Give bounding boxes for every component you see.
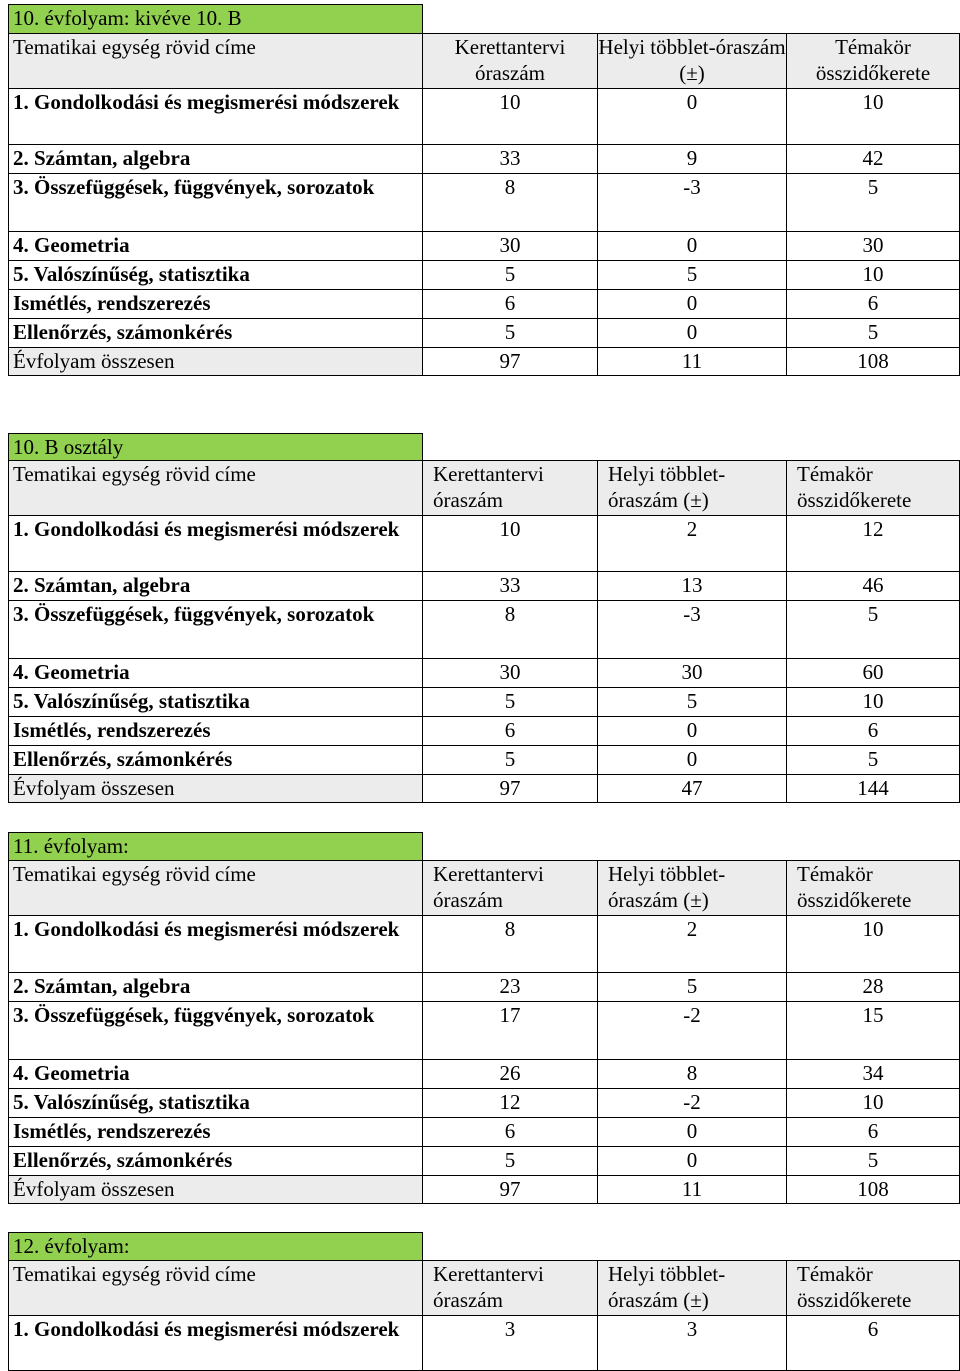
- table-cell-framework: 33: [422, 571, 598, 601]
- table-cell-total: 60: [786, 658, 960, 688]
- col-header-total-hours: Témakör összidőkerete: [786, 460, 960, 516]
- table-cell-local: 0: [597, 716, 787, 746]
- table-cell-total: 5: [786, 173, 960, 232]
- total-row-label: Évfolyam összesen: [8, 347, 423, 376]
- table-cell-local: 5: [597, 972, 787, 1002]
- table-cell-framework: 8: [422, 173, 598, 232]
- table-row-topic: Ismétlés, rendszerezés: [8, 716, 423, 746]
- col-header-total-hours: Témakör összidőkerete: [786, 1260, 960, 1316]
- table-cell-total: 10: [786, 687, 960, 717]
- table-cell-total: 6: [786, 289, 960, 319]
- col-header-local-hours: Helyi többlet-óraszám (±): [597, 860, 787, 916]
- table-cell-total: 5: [786, 318, 960, 348]
- table-cell-total: 30: [786, 231, 960, 261]
- table-cell-local: 5: [597, 260, 787, 290]
- col-header-topic: Tematikai egység rövid címe: [8, 33, 423, 89]
- table-cell-framework: 8: [422, 600, 598, 659]
- table-cell-framework: 8: [422, 915, 598, 973]
- table-cell-local: 0: [597, 745, 787, 775]
- table-cell-framework: 17: [422, 1001, 598, 1060]
- table-cell-framework: 6: [422, 289, 598, 319]
- table-row-topic: Ellenőrzés, számonkérés: [8, 745, 423, 775]
- table-cell-framework: 5: [422, 687, 598, 717]
- table-cell-framework: 30: [422, 231, 598, 261]
- table-row-topic: 2. Számtan, algebra: [8, 972, 423, 1002]
- table-title: 10. B osztály: [8, 433, 423, 461]
- table-cell-total: 10: [786, 915, 960, 973]
- table-row-topic: 3. Összefüggések, függvények, sorozatok: [8, 1001, 423, 1060]
- table-cell-local: 8: [597, 1059, 787, 1089]
- col-header-total-hours: Témakör összidőkerete: [786, 33, 960, 89]
- table-row-topic: 4. Geometria: [8, 658, 423, 688]
- col-header-total-hours: Témakör összidőkerete: [786, 860, 960, 916]
- table-cell-framework: 33: [422, 144, 598, 174]
- table-cell-framework: 3: [422, 1315, 598, 1371]
- table-row-topic: Ismétlés, rendszerezés: [8, 289, 423, 319]
- table-title: 12. évfolyam:: [8, 1232, 423, 1261]
- table-cell-local: 2: [597, 915, 787, 973]
- table-cell-total: 6: [786, 1315, 960, 1371]
- total-cell-local: 47: [597, 774, 787, 803]
- table-cell-local: 9: [597, 144, 787, 174]
- table-cell-framework: 5: [422, 318, 598, 348]
- table-cell-framework: 10: [422, 515, 598, 572]
- table-cell-framework: 10: [422, 88, 598, 145]
- total-cell-total: 108: [786, 347, 960, 376]
- table-cell-local: -3: [597, 173, 787, 232]
- table-cell-local: -2: [597, 1088, 787, 1118]
- table-row-topic: 1. Gondolkodási és megismerési módszerek: [8, 515, 423, 572]
- total-row-label: Évfolyam összesen: [8, 1175, 423, 1204]
- table-cell-local: 0: [597, 1146, 787, 1176]
- total-cell-local: 11: [597, 347, 787, 376]
- table-cell-local: 0: [597, 88, 787, 145]
- table-row-topic: 1. Gondolkodási és megismerési módszerek: [8, 1315, 423, 1371]
- col-header-local-hours: Helyi többlet-óraszám (±): [597, 1260, 787, 1316]
- table-cell-local: 0: [597, 231, 787, 261]
- table-cell-framework: 26: [422, 1059, 598, 1089]
- total-cell-total: 108: [786, 1175, 960, 1204]
- table-cell-local: -3: [597, 600, 787, 659]
- table-cell-local: 0: [597, 318, 787, 348]
- table-cell-total: 42: [786, 144, 960, 174]
- table-row-topic: 3. Összefüggések, függvények, sorozatok: [8, 173, 423, 232]
- table-row-topic: 5. Valószínűség, statisztika: [8, 1088, 423, 1118]
- table-cell-total: 10: [786, 88, 960, 145]
- table-row-topic: Ellenőrzés, számonkérés: [8, 318, 423, 348]
- table-row-topic: 1. Gondolkodási és megismerési módszerek: [8, 915, 423, 973]
- total-cell-framework: 97: [422, 1175, 598, 1204]
- total-cell-local: 11: [597, 1175, 787, 1204]
- table-row-topic: 3. Összefüggések, függvények, sorozatok: [8, 600, 423, 659]
- table-cell-total: 46: [786, 571, 960, 601]
- table-row-topic: 2. Számtan, algebra: [8, 144, 423, 174]
- col-header-framework-hours: Kerettantervi óraszám: [422, 460, 598, 516]
- table-row-topic: 4. Geometria: [8, 1059, 423, 1089]
- total-cell-total: 144: [786, 774, 960, 803]
- table-cell-total: 15: [786, 1001, 960, 1060]
- table-cell-total: 12: [786, 515, 960, 572]
- table-cell-local: -2: [597, 1001, 787, 1060]
- table-row-topic: 5. Valószínűség, statisztika: [8, 687, 423, 717]
- table-title: 11. évfolyam:: [8, 832, 423, 861]
- table-cell-total: 6: [786, 1117, 960, 1147]
- table-cell-framework: 5: [422, 260, 598, 290]
- col-header-framework-hours: Kerettantervi óraszám: [422, 1260, 598, 1316]
- col-header-topic: Tematikai egység rövid címe: [8, 1260, 423, 1316]
- total-cell-framework: 97: [422, 347, 598, 376]
- table-row-topic: Ismétlés, rendszerezés: [8, 1117, 423, 1147]
- table-row-topic: 5. Valószínűség, statisztika: [8, 260, 423, 290]
- table-cell-total: 6: [786, 716, 960, 746]
- table-cell-framework: 30: [422, 658, 598, 688]
- table-cell-total: 34: [786, 1059, 960, 1089]
- table-cell-total: 10: [786, 1088, 960, 1118]
- table-cell-total: 5: [786, 745, 960, 775]
- table-row-topic: 4. Geometria: [8, 231, 423, 261]
- table-cell-framework: 6: [422, 716, 598, 746]
- col-header-framework-hours: Kerettantervi óraszám: [422, 860, 598, 916]
- col-header-framework-hours: Kerettantervi óraszám: [422, 33, 598, 89]
- table-cell-local: 3: [597, 1315, 787, 1371]
- table-cell-local: 30: [597, 658, 787, 688]
- table-cell-framework: 5: [422, 1146, 598, 1176]
- table-cell-framework: 12: [422, 1088, 598, 1118]
- total-row-label: Évfolyam összesen: [8, 774, 423, 803]
- table-row-topic: Ellenőrzés, számonkérés: [8, 1146, 423, 1176]
- table-cell-framework: 6: [422, 1117, 598, 1147]
- table-row-topic: 1. Gondolkodási és megismerési módszerek: [8, 88, 423, 145]
- col-header-topic: Tematikai egység rövid címe: [8, 860, 423, 916]
- col-header-local-hours: Helyi többlet-óraszám (±): [597, 33, 787, 89]
- table-cell-total: 10: [786, 260, 960, 290]
- table-cell-local: 0: [597, 289, 787, 319]
- table-cell-total: 5: [786, 1146, 960, 1176]
- table-row-topic: 2. Számtan, algebra: [8, 571, 423, 601]
- table-cell-framework: 5: [422, 745, 598, 775]
- col-header-local-hours: Helyi többlet-óraszám (±): [597, 460, 787, 516]
- table-cell-local: 0: [597, 1117, 787, 1147]
- col-header-topic: Tematikai egység rövid címe: [8, 460, 423, 516]
- table-cell-framework: 23: [422, 972, 598, 1002]
- table-cell-local: 2: [597, 515, 787, 572]
- table-cell-total: 5: [786, 600, 960, 659]
- total-cell-framework: 97: [422, 774, 598, 803]
- table-title: 10. évfolyam: kivéve 10. B: [8, 4, 423, 34]
- table-cell-total: 28: [786, 972, 960, 1002]
- table-cell-local: 5: [597, 687, 787, 717]
- table-cell-local: 13: [597, 571, 787, 601]
